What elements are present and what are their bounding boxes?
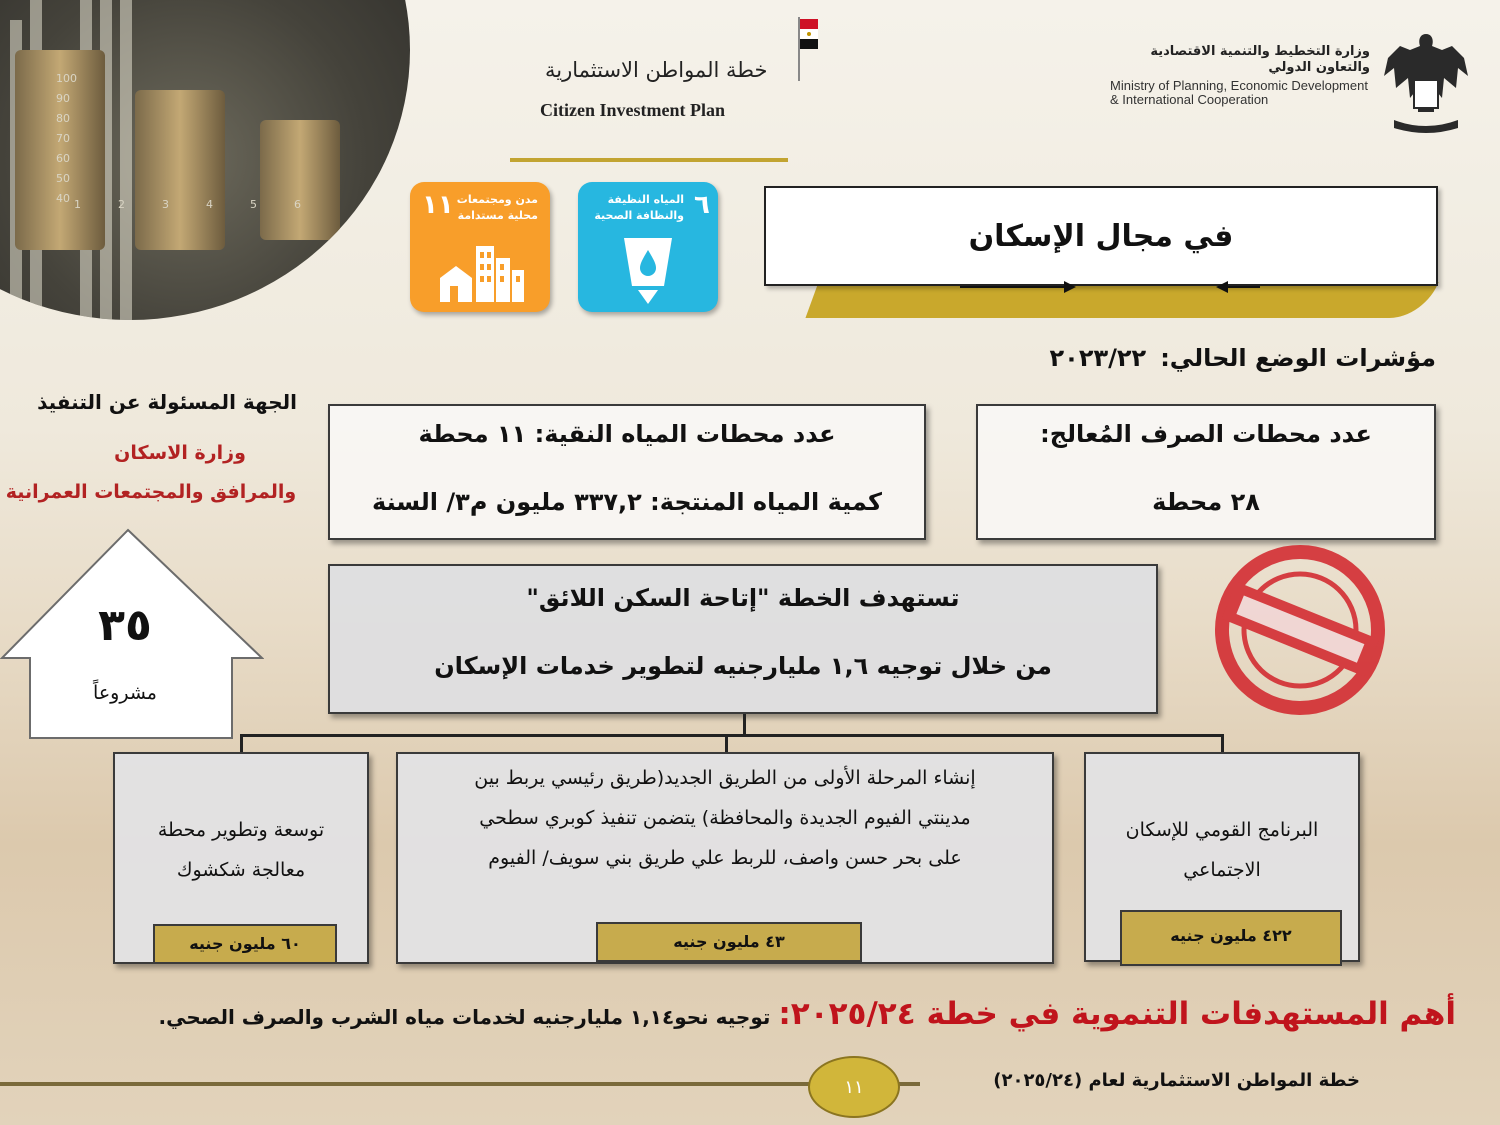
project-cost: ٤٢٢ مليون جنيه [1120, 910, 1342, 966]
photo-tick: 1 [74, 198, 81, 211]
water-production: كمية المياه المنتجة: ٣٣٧,٢ مليون م٣/ السنة [372, 488, 882, 516]
photo-tick: 80 [56, 112, 70, 125]
photo-bar [120, 0, 132, 320]
plan-target-box [328, 564, 1158, 714]
water-stations-count: عدد محطات المياه النقية: ١١ محطة [418, 420, 836, 448]
project-box-fayoum-road [396, 752, 1054, 964]
plan-underline [510, 158, 788, 162]
photo-tick: 90 [56, 92, 70, 105]
photo-tick: 40 [56, 192, 70, 205]
sdg-6-tile [578, 182, 718, 312]
water-glass-icon [620, 234, 676, 306]
current-indicators-heading [1050, 344, 1436, 372]
footer-line [0, 1082, 920, 1086]
project-text: على بحر حسن واصف، للربط علي طريق بني سويف/ الفيوم [488, 847, 962, 869]
photo-tick: 100 [56, 72, 77, 85]
page-number [808, 1056, 900, 1118]
project-box-shakshouk [113, 752, 369, 964]
projects-count-number: ٣٥ [98, 600, 152, 651]
photo-tick: 50 [56, 172, 70, 185]
ministry-name-en: Ministry of Planning, Economic Development & International Cooperation [1110, 78, 1368, 107]
ministry-name-ar: وزارة التخطيط والتنمية الاقتصادية والتعاون الدولي [1150, 44, 1370, 75]
tree-connector [725, 734, 728, 752]
plan-title-en: Citizen Investment Plan [540, 100, 725, 120]
tree-connector [240, 734, 1224, 737]
responsible-entity-title: الجهة المسئولة عن التنفيذ [37, 390, 297, 414]
plan-title-ar: خطة المواطن الاستثمارية [545, 58, 768, 82]
tree-connector [240, 734, 243, 752]
sdg-number: ١١ [422, 190, 454, 220]
sdg-11-tile [410, 182, 550, 312]
photo-tick: 2 [118, 198, 125, 211]
project-text: البرنامج القومي للإسكان [1125, 819, 1319, 841]
projects-count-label: مشروعاً [93, 682, 157, 704]
key-projects-stamp-icon [1205, 535, 1395, 725]
development-targets [159, 996, 1456, 1032]
finance-photo [0, 0, 410, 320]
sdg-label: مدن ومجتمعات محلية مستدامة [456, 193, 538, 222]
photo-tick: 5 [250, 198, 257, 211]
project-box-social-housing [1084, 752, 1360, 962]
project-text: الاجتماعي [1183, 859, 1261, 881]
plan-target-line1: تستهدف الخطة "إتاحة السكن اللائق" [526, 584, 960, 612]
page-number-text: ١١ [844, 1076, 864, 1098]
project-cost: ٤٣ مليون جنيه [596, 922, 862, 962]
city-buildings-icon [436, 238, 526, 304]
development-targets-title: أهم المستهدفات التنموية في خطة ٢٠٢٥/٢٤: [778, 996, 1456, 1032]
tree-connector [743, 714, 746, 736]
photo-tick: 60 [56, 152, 70, 165]
project-text: معالجة شكشوك [176, 859, 306, 881]
coin-stack [135, 90, 225, 250]
sewer-stations-value: ٢٨ محطة [1152, 488, 1260, 516]
section-title-box [764, 186, 1438, 286]
photo-tick: 70 [56, 132, 70, 145]
title-arrows-icon [960, 278, 1260, 296]
egypt-flag-icon [797, 15, 819, 83]
photo-tick: 3 [162, 198, 169, 211]
tree-connector [1221, 734, 1224, 752]
project-text: مدينتي الفيوم الجديدة والمحافظة) يتضمن تنفيذ كوبري سطحي [479, 807, 971, 829]
photo-tick: 6 [294, 198, 301, 211]
project-text: توسعة وتطوير محطة [157, 819, 325, 841]
sdg-label: المياه النظيفة والنظافة الصحية [594, 193, 684, 222]
plan-target-line2: من خلال توجيه ١,٦ مليارجنيه لتطوير خدمات الإسكان [434, 652, 1052, 680]
photo-tick: 4 [206, 198, 213, 211]
ministry-logo-text [1110, 44, 1370, 107]
project-cost: ٦٠ مليون جنيه [153, 924, 337, 964]
water-stations-box [328, 404, 926, 540]
development-targets-text: توجيه نحو١,١٤ مليارجنيه لخدمات مياه الشرب والصرف الصحي. [158, 1005, 771, 1029]
sewer-stations-label: عدد محطات الصرف المُعالج: [1040, 420, 1372, 448]
footer-text: خطة المواطن الاستثمارية لعام (٢٠٢٥/٢٤) [993, 1070, 1360, 1091]
section-title: في مجال الإسكان [968, 218, 1234, 254]
responsible-ministry-line2: والمرافق والمجتمعات العمرانية [5, 481, 297, 503]
egypt-eagle-emblem-icon [1380, 28, 1472, 138]
indicators-label: مؤشرات الوضع الحالي: [1160, 344, 1436, 372]
project-text: إنشاء المرحلة الأولى من الطريق الجديد(طريق رئيسي يربط بين [474, 767, 976, 789]
sewer-stations-box [976, 404, 1436, 540]
indicators-year: ٢٠٢٣/٢٢ [1049, 344, 1147, 372]
sdg-number: ٦ [694, 190, 710, 220]
coin-stack [260, 120, 340, 240]
responsible-ministry-line1: وزارة الاسكان [114, 442, 246, 464]
